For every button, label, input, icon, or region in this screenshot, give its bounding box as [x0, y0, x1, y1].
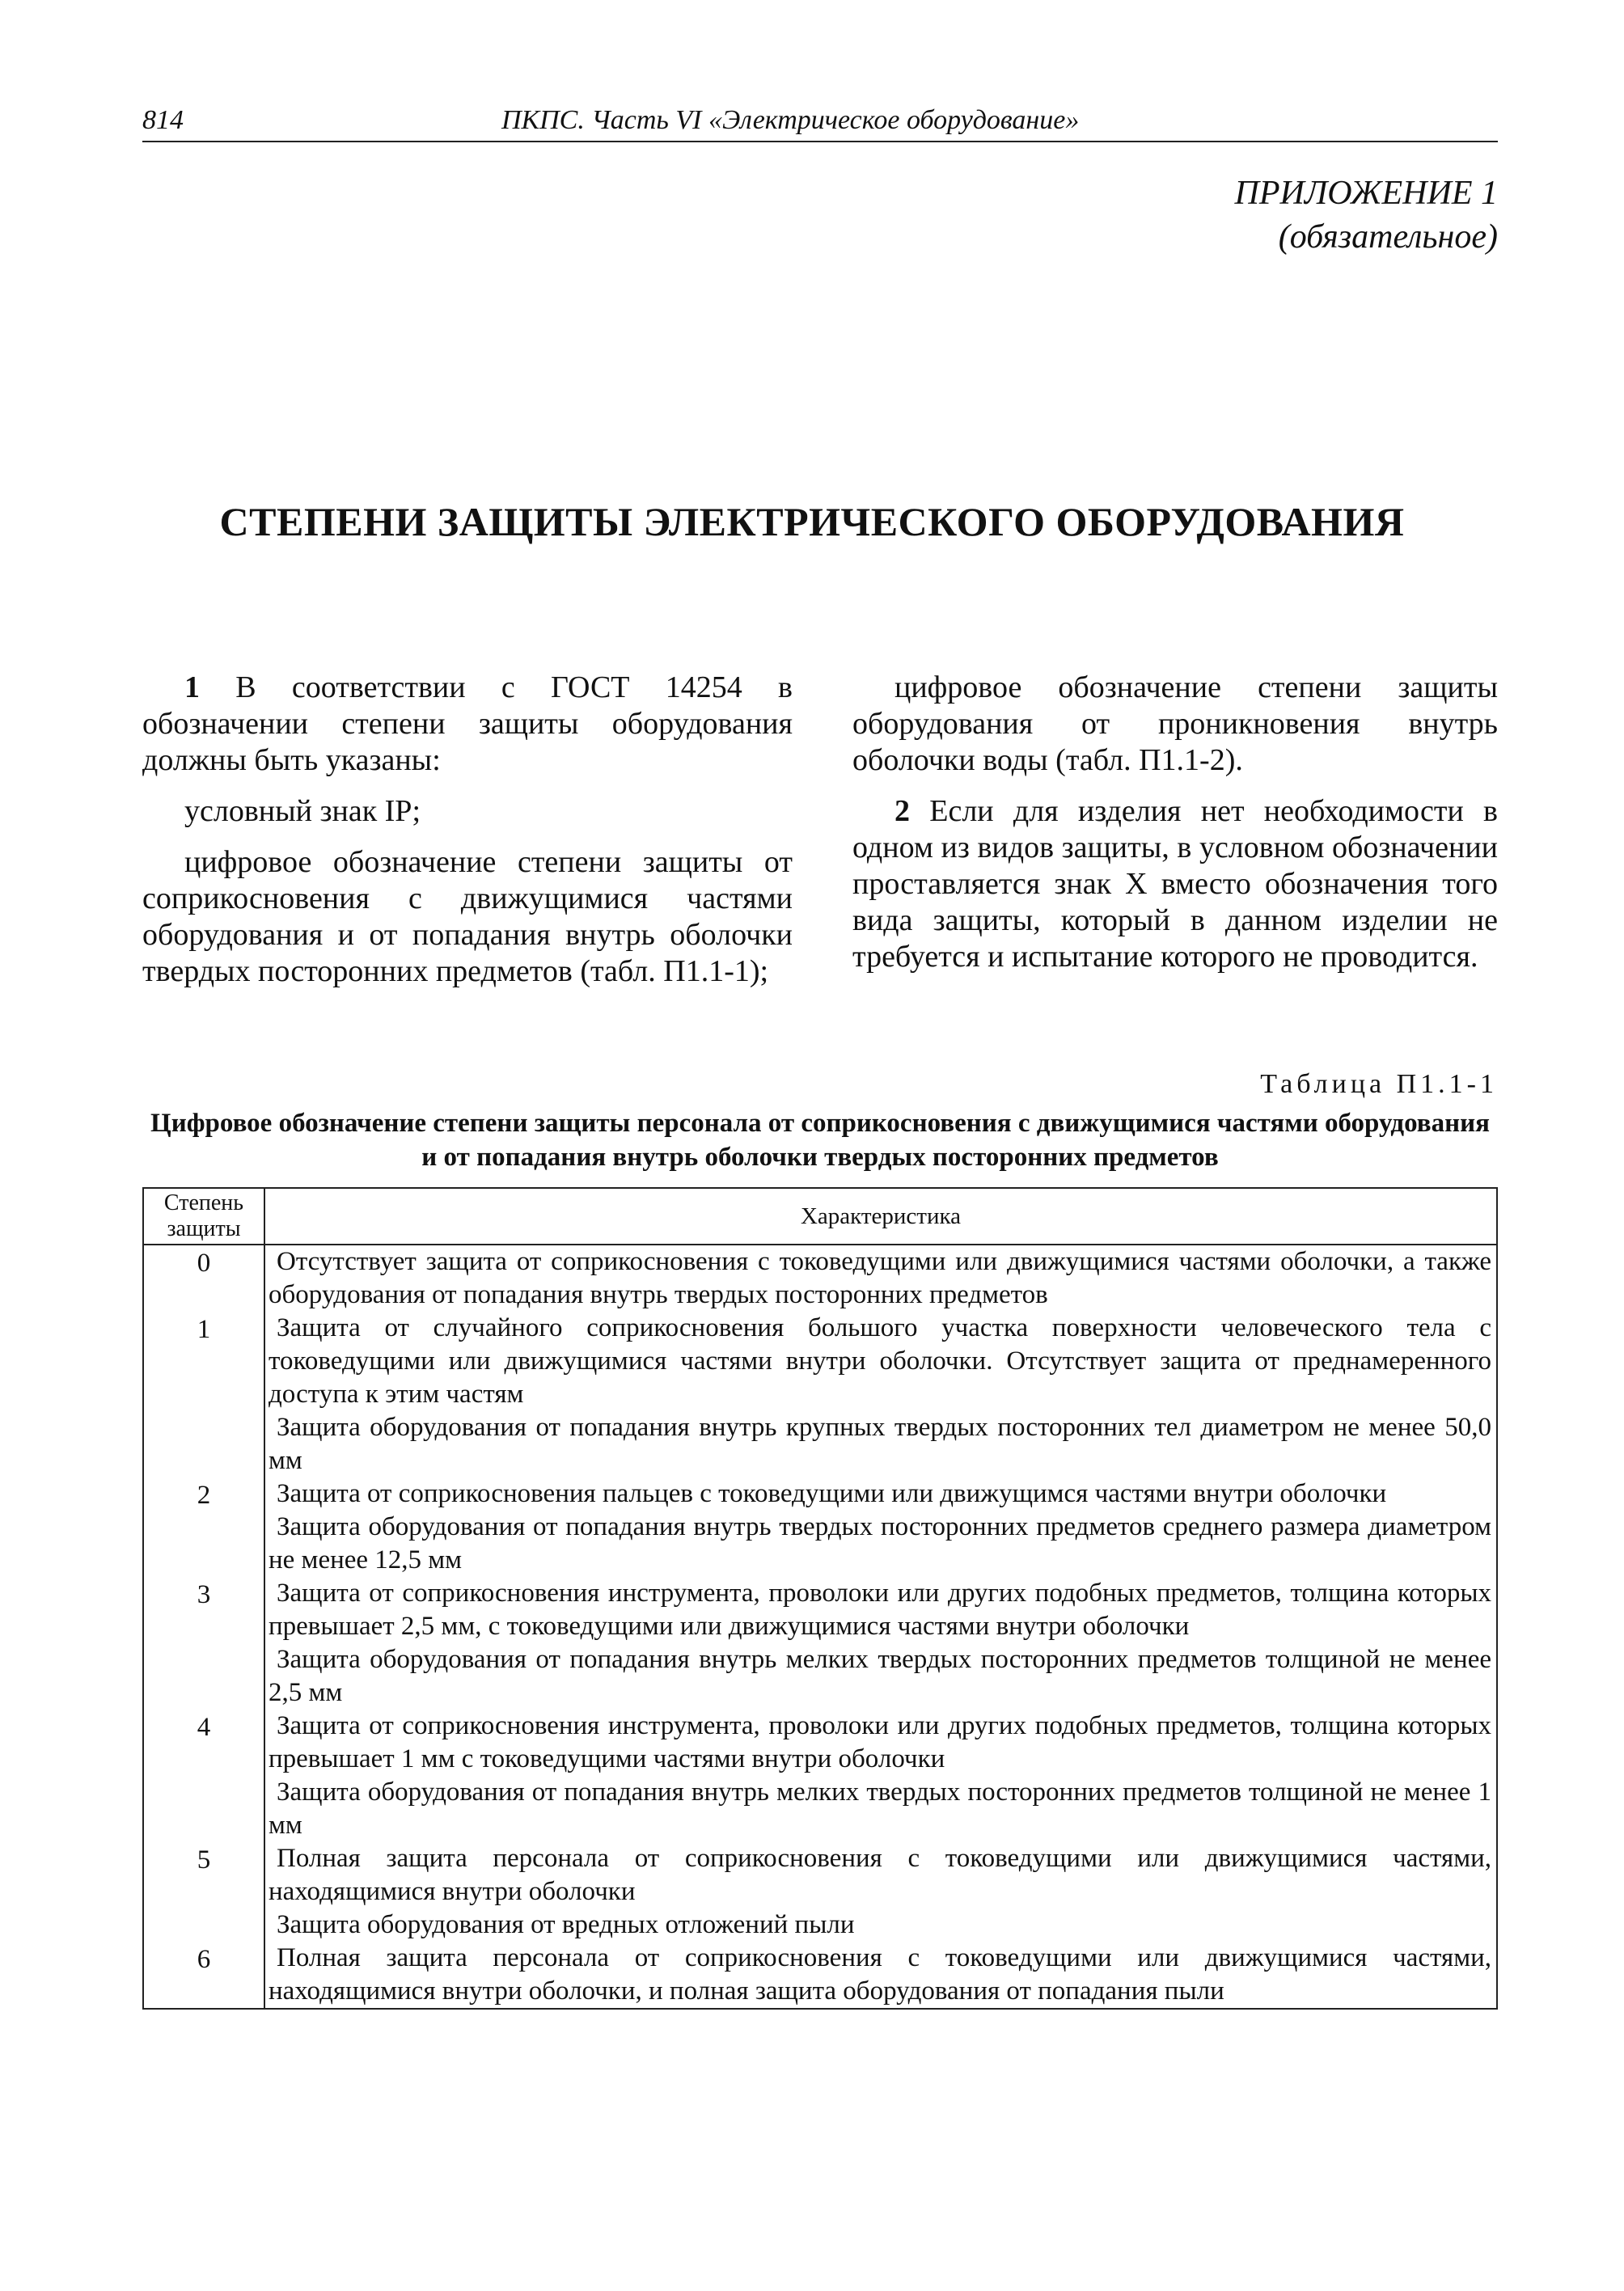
running-title: ПКПС. Часть VI «Электрическое оборудование» [501, 105, 1080, 135]
protection-degree: 6 [143, 1942, 264, 2009]
appendix-heading [1235, 171, 1498, 259]
left-column [142, 670, 793, 1004]
characteristic-text: Защита оборудования от попадания внутрь крупных твердых посторонних тел диаметром не менее 50,0 мм [269, 1413, 1491, 1475]
protection-degree: 0 [143, 1245, 264, 1312]
table-body [143, 1245, 1497, 2009]
characteristic [264, 1245, 1497, 1312]
appendix-title: ПРИЛОЖЕНИЕ 1 [1234, 175, 1498, 212]
characteristic [264, 1577, 1497, 1710]
characteristic-text: Защита от соприкосновения пальцев с токоведущими или движущимся частями внутри оболочки [277, 1479, 1387, 1508]
column-header-degree-line2: защиты [167, 1216, 241, 1241]
column-header-degree-line1: Степень [163, 1190, 244, 1215]
paragraph-2 [852, 793, 1498, 975]
characteristic [264, 1312, 1497, 1477]
paragraph-text: В соответствии с ГОСТ 14254 в обозначении степени защиты оборудования должны быть указаны: [142, 670, 793, 777]
characteristic-text: Защита оборудования от вредных отложений пыли [277, 1910, 855, 1939]
characteristic-text: Полная защита персонала от соприкосновения с токоведущими или движущимися частями, находящимися внутри оболочки [269, 1844, 1491, 1906]
characteristic-text: Отсутствует защита от соприкосновения с токоведущими или движущимися частями оболочки, а также оборудования от попадания внутрь твердых посторонних предметов [269, 1247, 1491, 1309]
protection-degree: 4 [143, 1710, 264, 1842]
protection-degree: 3 [143, 1577, 264, 1710]
characteristic-text: Защита от соприкосновения инструмента, проволоки или других подобных предметов, толщина которых превышает 1 мм с токоведущими частями внутри оболочки [269, 1711, 1491, 1773]
characteristic-text: Защита оборудования от попадания внутрь мелких твердых посторонних предметов толщиной не менее 1 мм [269, 1777, 1491, 1840]
table-row [143, 1477, 1497, 1577]
characteristic [264, 1477, 1497, 1577]
page-title: СТЕПЕНИ ЗАЩИТЫ ЭЛЕКТРИЧЕСКОГО ОБОРУДОВАНИЯ [219, 499, 1405, 544]
header-rule [142, 141, 1498, 142]
paragraph-number: 1 [184, 670, 200, 704]
characteristic-text: Защита оборудования от попадания внутрь твердых посторонних предметов среднего размера диаметром не менее 12,5 мм [269, 1512, 1491, 1575]
column-header-degree [143, 1188, 264, 1245]
table-caption: Цифровое обозначение степени защиты персонала от соприкосновения с движущимися частями оборудования и от попадания внутрь оболочки твердых посторонних предметов [150, 1109, 1490, 1172]
table-row [143, 1245, 1497, 1312]
characteristic-text: Полная защита персонала от соприкосновения с токоведущими или движущимися частями, находящимися внутри оболочки, и полная защита оборудования от попадания пыли [269, 1943, 1491, 2006]
paragraph-water-protection: цифровое обозначение степени защиты оборудования от проникновения внутрь оболочки воды (табл. П1.1-2). [852, 670, 1498, 777]
protection-degree-table [142, 1187, 1498, 2010]
table-label: Таблица П1.1-1 [1260, 1069, 1498, 1099]
paragraph-text: Если для изделия нет необходимости в одном из видов защиты, в условном обозначении проставляется знак X вместо обозначения того вида защиты, который в данном изделии не требуется и испытание которого не проводится. [852, 794, 1498, 974]
paragraph-number: 2 [894, 794, 910, 828]
right-column [852, 670, 1498, 990]
characteristic [264, 1942, 1497, 2009]
protection-degree: 2 [143, 1477, 264, 1577]
column-header-characteristic: Характеристика [264, 1188, 1497, 1245]
table-row [143, 1942, 1497, 2009]
table-row [143, 1312, 1497, 1477]
table-row [143, 1577, 1497, 1710]
characteristic-text: Защита оборудования от попадания внутрь мелких твердых посторонних предметов толщиной не менее 2,5 мм [269, 1645, 1491, 1707]
table-header-row [143, 1188, 1497, 1245]
protection-degree: 5 [143, 1842, 264, 1942]
characteristic-text: Защита от соприкосновения инструмента, проволоки или других подобных предметов, толщина которых превышает 2,5 мм, с токоведущими или движущимися частями внутри оболочки [269, 1579, 1491, 1641]
paragraph-1 [142, 670, 793, 779]
page-number: 814 [142, 105, 184, 135]
characteristic [264, 1710, 1497, 1842]
characteristic [264, 1842, 1497, 1942]
paragraph-contact-protection: цифровое обозначение степени защиты от соприкосновения с движущимися частями оборудования и от попадания внутрь оболочки твердых посторонних предметов (табл. П1.1-1); [142, 845, 793, 988]
table-row [143, 1842, 1497, 1942]
paragraph-ip-sign: условный знак IP; [184, 794, 421, 828]
table-row [143, 1710, 1497, 1842]
appendix-note: (обязательное) [1278, 218, 1498, 256]
characteristic-text: Защита от случайного соприкосновения большого участка поверхности человеческого тела с токоведущими или движущимися частями внутри оболочки. Отсутствует защита от преднамеренного доступа к этим частям [269, 1313, 1491, 1409]
protection-degree: 1 [143, 1312, 264, 1477]
